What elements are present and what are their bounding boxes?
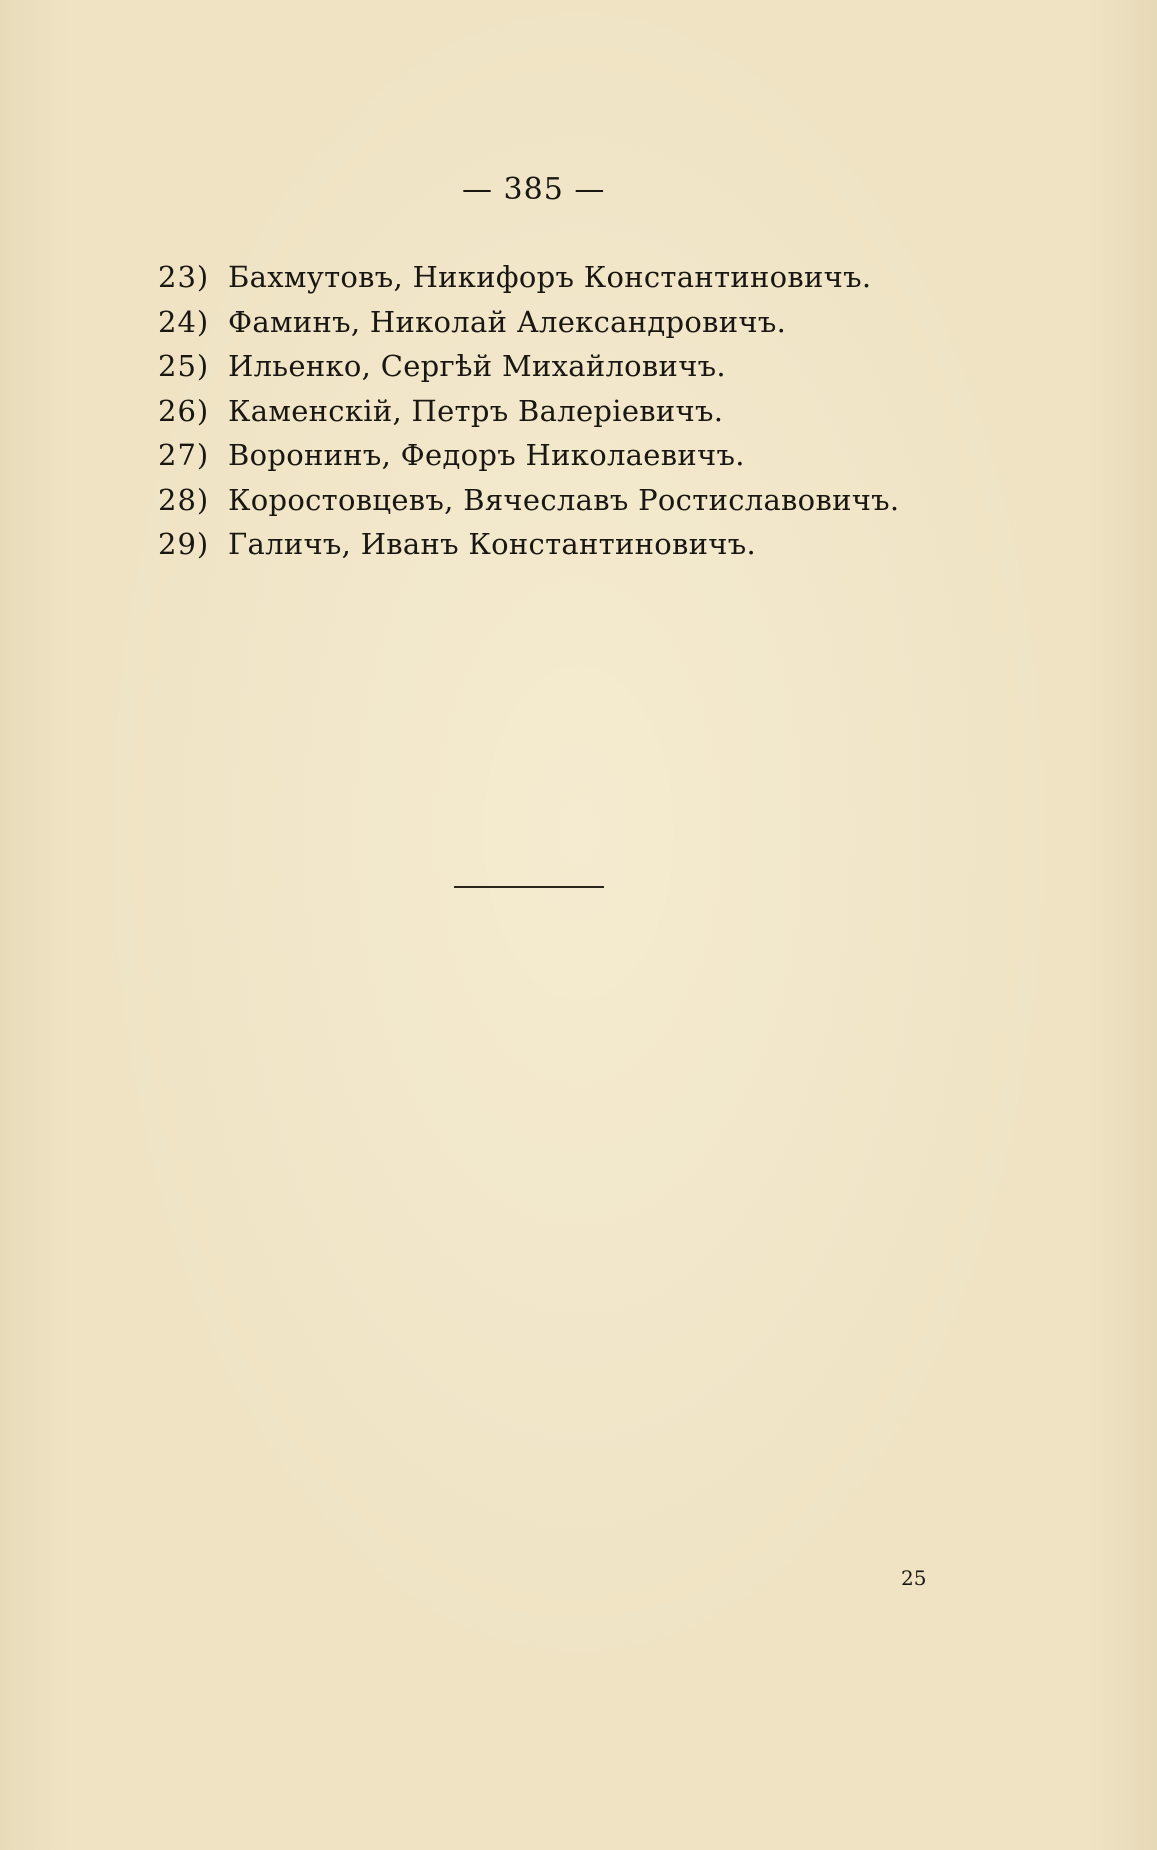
list-item (158, 344, 899, 389)
list-item (158, 300, 899, 345)
list-item-name: Ильенко, Сергѣй Михайловичъ. (228, 349, 726, 383)
list-item-number: 25) (158, 349, 210, 383)
list-item-name: Фаминъ, Николай Александровичъ. (228, 304, 787, 339)
list-item-number: 27) (158, 438, 210, 472)
list-item-number: 29) (158, 527, 210, 561)
list-item-number: 28) (158, 482, 210, 517)
signature-mark: 25 (901, 1566, 927, 1590)
section-divider (454, 886, 604, 888)
list-item-number: 23) (158, 260, 210, 294)
list-item (158, 433, 899, 478)
list-item (158, 389, 899, 434)
list-item (158, 522, 899, 567)
names-list (158, 255, 899, 567)
list-item (158, 255, 899, 300)
list-item (158, 478, 899, 523)
list-item-name: Коростовцевъ, Вячеславъ Ростиславовичъ. (228, 482, 900, 517)
page-number: — 385 — (462, 172, 606, 207)
list-item-name: Воронинъ, Федоръ Николаевичъ. (228, 438, 745, 472)
list-item-name: Галичъ, Иванъ Константиновичъ. (228, 527, 756, 561)
list-item-number: 24) (158, 304, 210, 339)
list-item-name: Каменскій, Петръ Валеріевичъ. (228, 393, 724, 428)
list-item-number: 26) (158, 393, 210, 428)
list-item-name: Бахмутовъ, Никифоръ Константиновичъ. (228, 260, 872, 294)
